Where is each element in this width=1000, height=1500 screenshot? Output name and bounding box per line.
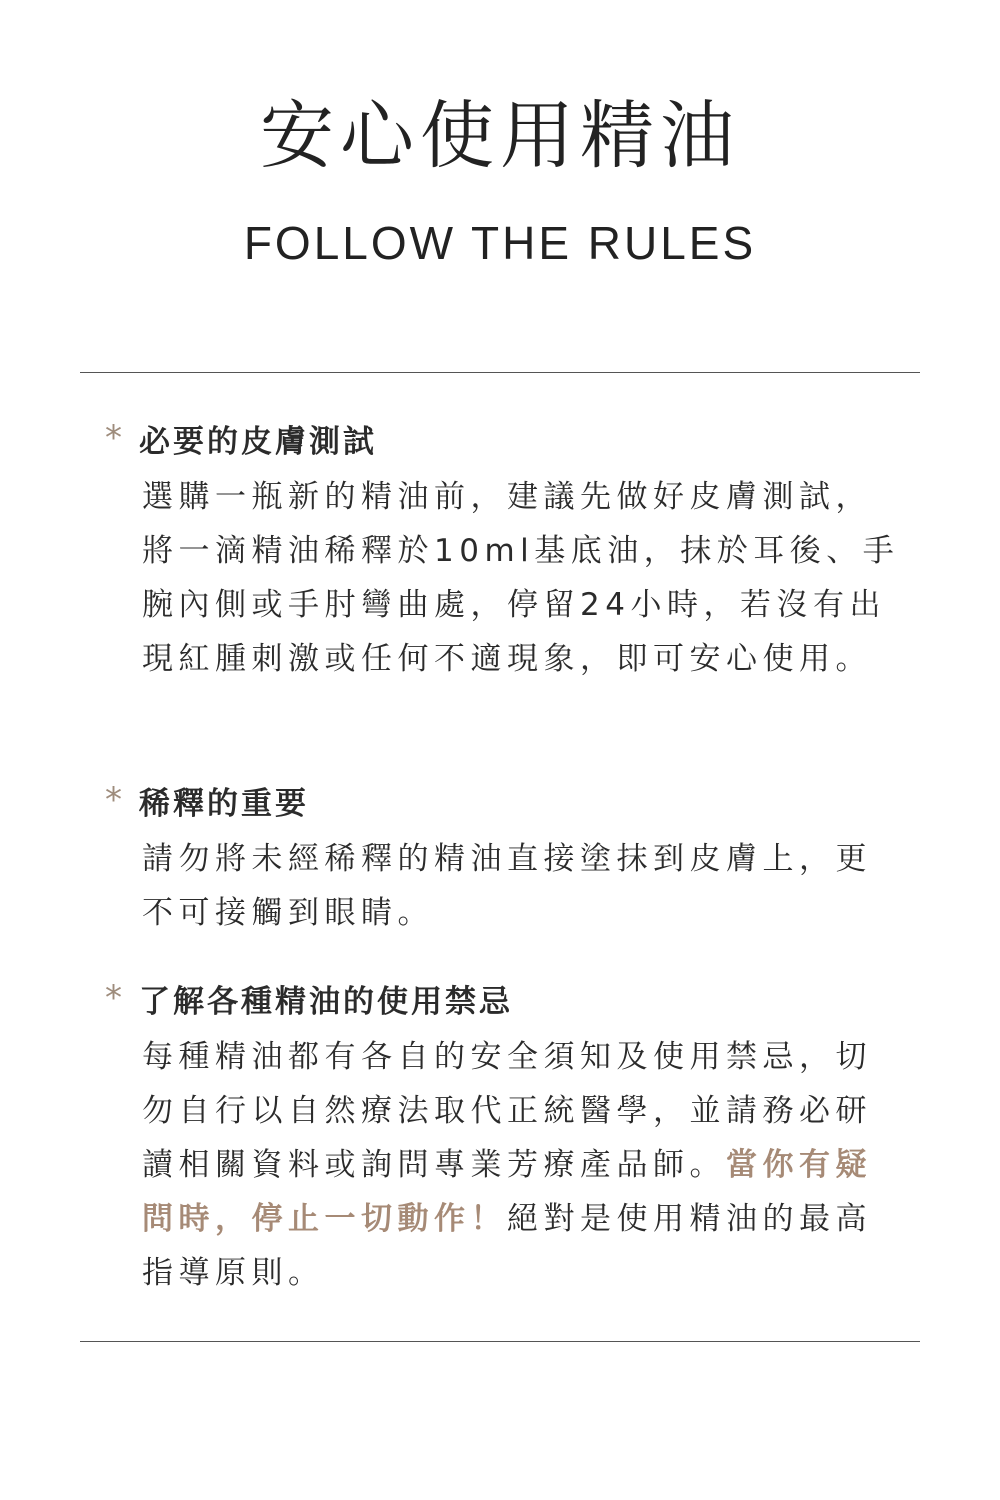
star-icon: * [105, 780, 122, 820]
star-icon: * [105, 978, 122, 1018]
section-body: 請勿將未經稀釋的精油直接塗抹到皮膚上，更不可接觸到眼睛。 [142, 841, 872, 931]
top-divider [80, 372, 920, 373]
section-heading [105, 418, 905, 458]
section-dilution [105, 780, 905, 940]
section-body: 選購一瓶新的精油前，建議先做好皮膚測試，將一滴精油稀釋於10ml基底油，抹於耳後、手腕內側或手肘彎曲處，停留24小時，若沒有出現紅腫刺激或任何不適現象，即可安心使用。 [142, 479, 900, 677]
bottom-divider [80, 1341, 920, 1342]
section-contraindications [105, 978, 905, 1300]
section-body-text: 每種精油都有各自的安全須知及使用禁忌，切勿自行以自然療法取代正統醫學，並請務必研讀相關資料或詢問專業芳療產品師。 [142, 1039, 872, 1183]
section-heading-text: 稀釋的重要 [139, 785, 309, 822]
star-icon: * [105, 418, 122, 458]
highlight-text: 當你有疑問時，停止一切動作！ [142, 1147, 872, 1237]
section-heading [105, 780, 905, 820]
section-heading-text: 了解各種精油的使用禁忌 [139, 983, 513, 1020]
page-title: 安心使用精油 [260, 93, 740, 179]
section-heading [105, 978, 905, 1018]
page-subtitle: FOLLOW THE RULES [243, 217, 757, 269]
section-body-text-after: 絕對是使用精油的最高指導原則。 [142, 1201, 872, 1291]
section-skin-test [105, 418, 905, 686]
section-heading-text: 必要的皮膚測試 [139, 423, 377, 460]
section-body [142, 1030, 904, 1300]
